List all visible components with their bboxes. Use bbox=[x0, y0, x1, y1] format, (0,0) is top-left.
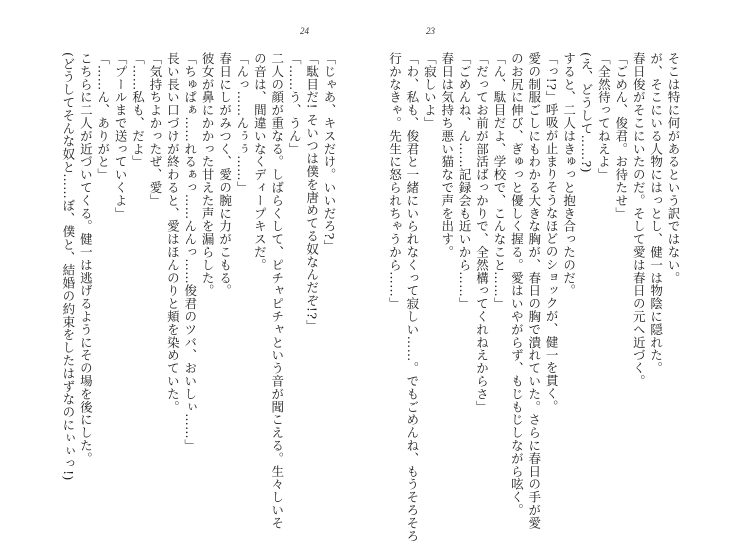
text-line: 「気持ちよかったぜ、愛」 bbox=[147, 52, 163, 207]
text-line: 「だってお前が部活ばっかりで、全然構ってくれねえからさ」 bbox=[474, 52, 490, 414]
text-line: 行かなきゃ。先生に怒られちゃうから……」 bbox=[387, 52, 403, 310]
text-line: 「んっ……んぅぅ……」 bbox=[234, 52, 250, 194]
left-page bbox=[0, 0, 368, 530]
text-line: 春日は気持ち悪い猫なで声を出す。 bbox=[439, 52, 455, 259]
text-line: そこは特に何があるという訳ではない。 bbox=[666, 52, 681, 285]
left-page-text bbox=[50, 52, 338, 530]
text-line: 愛の制服ごしにもわかる大きな胸が、春日の胸で潰れていた。さらに春日の手が愛 bbox=[526, 52, 542, 530]
text-line: 「……ん、ありがと」 bbox=[95, 52, 111, 181]
text-line: 「じゃあ、キスだけ。いいだろ?」 bbox=[322, 52, 337, 253]
text-line: 「ん、駄目だよ、学校で、こんなこと……」 bbox=[491, 52, 507, 310]
text-line: (どうしてそんな奴と……ぼ、僕と、結婚の約束をしたはずなのにぃぃっ!) bbox=[60, 52, 76, 481]
text-line: 「ちゅぱぁ……れるぁっ……んんっ……俊君のツバ、おいしぃ……」 bbox=[182, 52, 198, 452]
text-line: 春日俊がそこにいたのだ。そして愛は春日の元へ近づく。 bbox=[631, 52, 647, 388]
text-line: 長い長い口づけが終わると、愛はほんのりと頬を染めていた。 bbox=[165, 52, 181, 414]
text-line: の音は、間違いなくディープキスだ。 bbox=[252, 52, 268, 272]
text-line: こちらに二人が近づいてくる。健一は逃げるようにその場を後にした。 bbox=[78, 52, 94, 465]
text-line: 「ごめんね、ん……記録会も近いから……」 bbox=[457, 52, 473, 310]
text-line: 「全然待ってねえよ」 bbox=[596, 52, 612, 181]
text-line: 「っ!?」呼吸が止まりそうなほどのショックが、健一を貫く。 bbox=[544, 52, 560, 413]
right-page bbox=[368, 0, 736, 542]
text-line: 彼女が鼻にかかった甘えた声を漏らした。 bbox=[200, 52, 216, 298]
page-number-right: 23 bbox=[426, 26, 435, 36]
text-line: すると、二人はきゅっと抱き合ったのだ。 bbox=[561, 52, 577, 298]
page-number-left: 24 bbox=[300, 26, 309, 36]
text-line: が、そこにいる人物にはっとし、健一は物陰に隠れた。 bbox=[648, 52, 664, 375]
text-line: 「寂しいよ」 bbox=[422, 52, 438, 130]
text-line: 「……私も、だよ」 bbox=[130, 52, 146, 169]
text-line: のお尻に伸び、ぎゅっと優しく握る。愛はいやがらず、もじもじしながら呟く。 bbox=[509, 52, 525, 517]
text-line: 「わ、私も、俊君と一緒にいられなくって寂しい……。でもごめんね、もうそろそろ bbox=[404, 52, 420, 542]
text-line: 「……う、うん」 bbox=[287, 52, 303, 156]
text-line: 二人の顔が重なる。しばらくして、ピチャピチャという音が聞こえる。生々しいそ bbox=[269, 52, 285, 530]
text-line: 「駄目だ! そいつは僕を唐めてる奴なんだぞ!?」 bbox=[304, 52, 320, 333]
text-line: 「プールまで送っていくよ」 bbox=[113, 52, 129, 220]
text-line: (え、どうして……?) bbox=[578, 52, 594, 173]
text-line: 「ごめん、俊君。お待たせ」 bbox=[613, 52, 629, 220]
text-line: 春日にしがみつく、愛の腕に力がこもる。 bbox=[217, 52, 233, 298]
right-page-text bbox=[387, 52, 682, 542]
